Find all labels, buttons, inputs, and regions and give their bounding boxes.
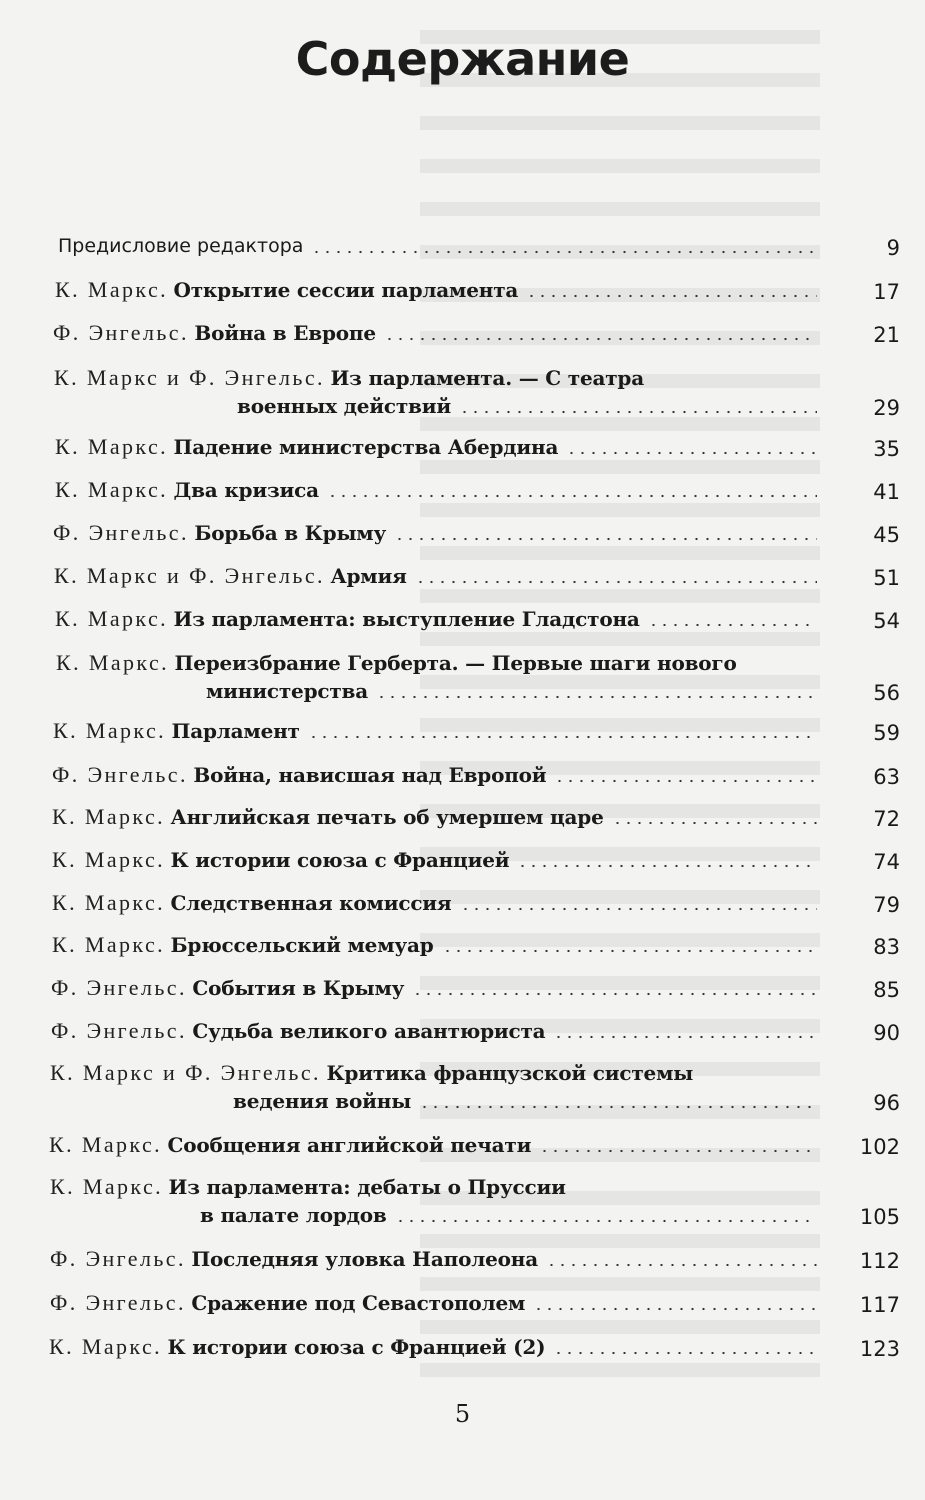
toc-title: Из парламента: выступление Гладстона: [173, 607, 640, 631]
toc-author: К. Маркс.: [55, 277, 169, 302]
toc-title: Судьба великого авантюриста: [192, 1019, 546, 1043]
toc-author: Ф. Энгельс.: [51, 1018, 187, 1043]
toc-entry: [50, 1059, 900, 1115]
toc-entry: [52, 931, 900, 959]
toc-title-continued: ведения войны: [233, 1089, 412, 1113]
dot-leader: [517, 864, 817, 868]
toc-title: Два кризиса: [173, 478, 319, 502]
toc-entry: [55, 433, 900, 461]
toc-page-number: 74: [873, 850, 900, 874]
toc-title: Брюссельский мемуар: [170, 933, 434, 957]
toc-author: К. Маркс.: [52, 804, 166, 829]
toc-author: К. Маркс.: [56, 650, 170, 675]
toc-author: Ф. Энгельс.: [53, 520, 189, 545]
toc-entry: [52, 889, 900, 917]
toc-title-continued: в палате лордов: [200, 1203, 387, 1227]
toc-title: Парламент: [171, 719, 300, 743]
toc-title-continued: министерства: [206, 679, 368, 703]
toc-page-number: 45: [873, 523, 900, 547]
dot-leader: [442, 949, 817, 953]
toc-author: К. Маркс.: [49, 1132, 163, 1157]
toc-title: Из парламента. — С театра: [330, 366, 644, 390]
dot-leader: [384, 337, 817, 341]
toc-entry: [50, 1245, 900, 1273]
toc-title: Английская печать об умершем царе: [170, 805, 604, 829]
dot-leader: [460, 907, 817, 911]
dot-leader: [415, 580, 817, 584]
toc-page-number: 105: [859, 1205, 900, 1229]
toc-entry: [49, 1131, 900, 1159]
toc-title: Из парламента: дебаты о Пруссии: [168, 1175, 566, 1199]
toc-page-number: 9: [886, 236, 900, 260]
toc-title: Критика французской системы: [326, 1061, 694, 1085]
toc-entry: [55, 276, 900, 304]
toc-entry: [53, 319, 900, 347]
page-number-footer: 5: [454, 1400, 471, 1428]
toc-author: К. Маркс и Ф. Энгельс.: [54, 563, 325, 588]
toc-title: Сообщения английской печати: [167, 1133, 532, 1157]
toc-title-continued: военных действий: [237, 394, 451, 418]
toc-entry: [51, 1017, 900, 1045]
dot-leader: [539, 1149, 817, 1153]
toc-title: Падение министерства Абердина: [173, 435, 559, 459]
dot-leader: [553, 1035, 817, 1039]
dot-leader: [412, 992, 817, 996]
toc-entry: [58, 232, 900, 260]
dot-leader: [566, 451, 817, 455]
toc-page-number: 59: [873, 721, 900, 745]
toc-entry: [50, 1289, 900, 1317]
toc-author: Ф. Энгельс.: [50, 1290, 186, 1315]
toc-title: Война, нависшая над Европой: [193, 763, 547, 787]
toc-author: К. Маркс.: [55, 477, 169, 502]
toc-title: Армия: [330, 564, 407, 588]
toc-author: К. Маркс.: [53, 718, 167, 743]
dot-leader: [554, 779, 817, 783]
dot-leader: [311, 250, 817, 254]
toc-title: Последняя уловка Наполеона: [191, 1247, 538, 1271]
dot-leader: [553, 1351, 817, 1355]
toc-page-number: 102: [859, 1135, 900, 1159]
toc-entry: [55, 476, 900, 504]
dot-leader: [526, 294, 817, 298]
toc-entry: [51, 974, 900, 1002]
dot-leader: [376, 695, 817, 699]
toc-page-number: 112: [859, 1249, 900, 1273]
toc-author: К. Маркс.: [52, 847, 166, 872]
toc-entry: [50, 1173, 900, 1229]
toc-page-number: 83: [873, 935, 900, 959]
toc-title: Открытие сессии парламента: [173, 278, 519, 302]
toc-author: К. Маркс.: [55, 434, 169, 459]
toc-title: Война в Европе: [194, 321, 376, 345]
toc-title: События в Крыму: [192, 976, 405, 1000]
toc-page-number: 21: [873, 323, 900, 347]
toc-page-number: 41: [873, 480, 900, 504]
toc-entry: [53, 519, 900, 547]
toc-author: К. Маркс и Ф. Энгельс.: [54, 365, 325, 390]
toc-page-number: 56: [873, 681, 900, 705]
dot-leader: [308, 735, 817, 739]
toc-entry: [54, 562, 900, 590]
toc-page-number: 17: [873, 280, 900, 304]
toc-page-number: 54: [873, 609, 900, 633]
toc-entry: [49, 1333, 900, 1361]
toc-author: К. Маркс.: [52, 932, 166, 957]
toc-page-number: 90: [873, 1021, 900, 1045]
toc-entry: [52, 761, 900, 789]
toc-author: Ф. Энгельс.: [50, 1246, 186, 1271]
dot-leader: [327, 494, 817, 498]
toc-page-number: 117: [859, 1293, 900, 1317]
toc-page-number: 85: [873, 978, 900, 1002]
toc-page-number: 51: [873, 566, 900, 590]
toc-entry: [53, 717, 900, 745]
toc-author: К. Маркс.: [52, 890, 166, 915]
toc-title: Борьба в Крыму: [194, 521, 387, 545]
toc-page-number: 79: [873, 893, 900, 917]
toc-author: Ф. Энгельс.: [52, 762, 188, 787]
toc-title: Следственная комиссия: [170, 891, 452, 915]
toc-page-number: 29: [873, 396, 900, 420]
toc-author: К. Маркс и Ф. Энгельс.: [50, 1060, 321, 1085]
toc-title: Переизбрание Герберта. — Первые шаги нового: [174, 651, 737, 675]
dot-leader: [394, 537, 817, 541]
dot-leader: [459, 410, 817, 414]
dot-leader: [648, 623, 817, 627]
toc-title: К истории союза с Францией (2): [167, 1335, 546, 1359]
toc-author: К. Маркс.: [50, 1174, 164, 1199]
dot-leader: [395, 1219, 817, 1223]
dot-leader: [612, 821, 817, 825]
toc-page-number: 35: [873, 437, 900, 461]
dot-leader: [546, 1263, 817, 1267]
toc-title: Сражение под Севастополем: [191, 1291, 526, 1315]
toc-page-number: 63: [873, 765, 900, 789]
dot-leader: [419, 1105, 817, 1109]
toc-page-number: 96: [873, 1091, 900, 1115]
toc-author: К. Маркс.: [55, 606, 169, 631]
toc-entry: [56, 649, 900, 705]
toc-entry: [52, 803, 900, 831]
toc-page-number: 123: [859, 1337, 900, 1361]
toc-entry: [52, 846, 900, 874]
toc-entry: [55, 605, 900, 633]
toc-author: К. Маркс.: [49, 1334, 163, 1359]
dot-leader: [533, 1307, 817, 1311]
toc-title: К истории союза с Францией: [170, 848, 510, 872]
toc-page-number: 72: [873, 807, 900, 831]
page-title: Содержание: [295, 32, 630, 86]
toc-author: Ф. Энгельс.: [51, 975, 187, 1000]
toc-author: Ф. Энгельс.: [53, 320, 189, 345]
toc-entry: [54, 364, 900, 420]
toc-title: Предисловие редактора: [58, 235, 304, 257]
